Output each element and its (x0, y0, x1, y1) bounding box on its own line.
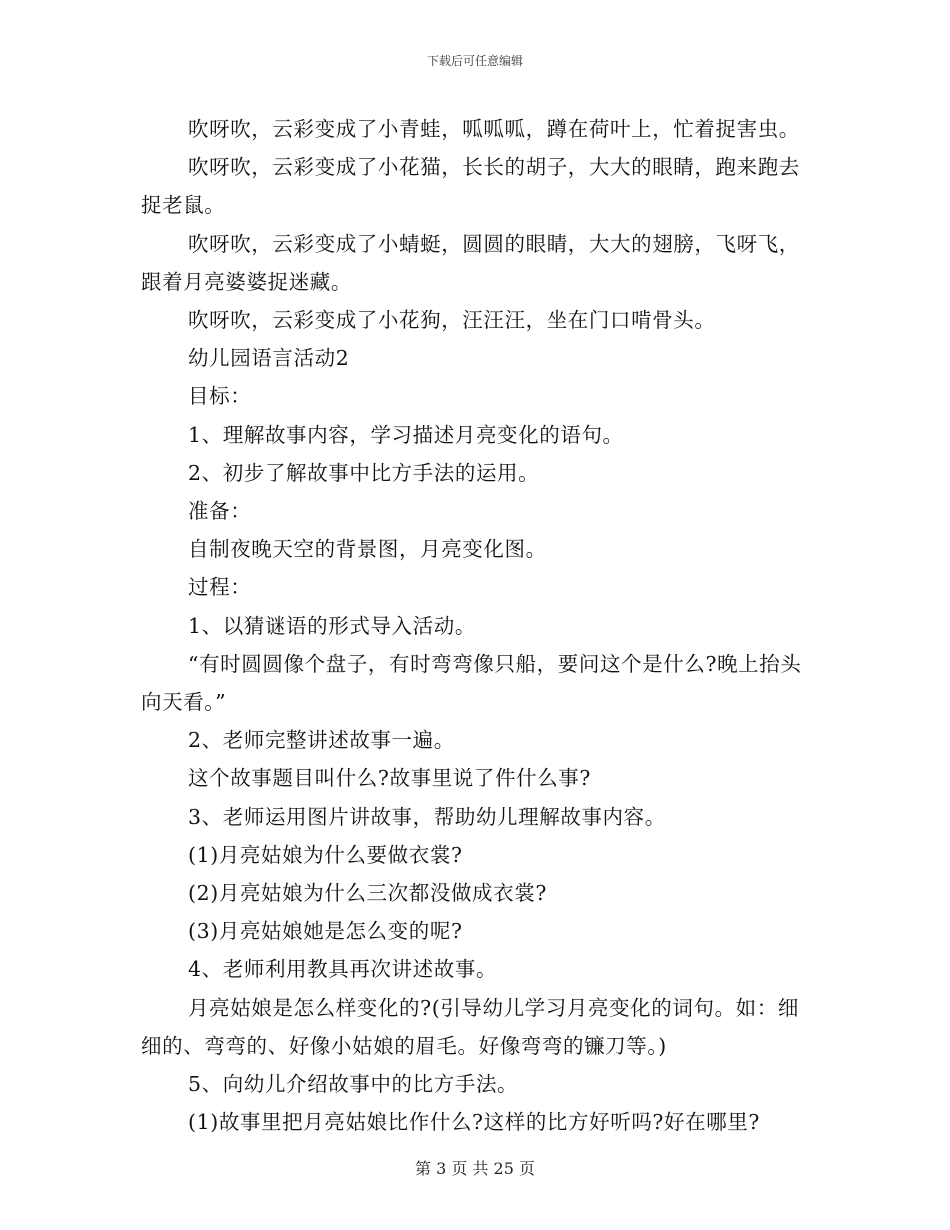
page-header: 下载后可任意编辑 (426, 54, 523, 68)
sub-list-item: (3)月亮姑娘她是怎么变的呢? (188, 919, 463, 944)
sub-list-item: (1)月亮姑娘为什么要做衣裳? (188, 842, 463, 867)
paragraph: 吹呀吹，云彩变成了小青蛙，呱呱呱，蹲在荷叶上，忙着捉害虫。 (188, 117, 800, 141)
list-item: 2、初步了解故事中比方手法的运用。 (188, 460, 540, 485)
paragraph: 这个故事题目叫什么?故事里说了件什么事? (188, 766, 591, 791)
subheading-process: 过程： (188, 575, 252, 600)
subheading-preparation: 准备： (188, 499, 252, 524)
subheading-goals: 目标： (188, 384, 252, 409)
sub-list-item: (2)月亮姑娘为什么三次都没做成衣裳? (188, 881, 547, 906)
paragraph: 自制夜晚天空的背景图，月亮变化图。 (188, 537, 547, 562)
list-item: 4、老师利用教具再次讲述故事。 (188, 957, 498, 982)
page-number: 第 3 页 共 25 页 (415, 1159, 535, 1178)
paragraph: 月亮姑娘是怎么样变化的?(引导幼儿学习月亮变化的词句。如：细细的、弯弯的、好像小姑娘的眉毛。好像弯弯的镰刀等。) (141, 995, 799, 1058)
document-body (141, 110, 811, 1141)
list-item: 2、老师完整讲述故事一遍。 (188, 728, 455, 753)
sub-list-item: (1)故事里把月亮姑娘比作什么?这样的比方好听吗?好在哪里? (188, 1110, 761, 1135)
paragraph: 吹呀吹，云彩变成了小蜻蜓，圆圆的眼睛，大大的翅膀，飞呀飞，跟着月亮婆婆捉迷藏。 (141, 231, 800, 294)
paragraph: 吹呀吹，云彩变成了小花猫，长长的胡子，大大的眼睛，跑来跑去捉老鼠。 (141, 155, 800, 218)
list-item: 5、向幼儿介绍故事中的比方手法。 (188, 1072, 519, 1097)
list-item: 3、老师运用图片讲故事，帮助幼儿理解故事内容。 (188, 804, 666, 829)
section-title: 幼儿园语言活动2 (188, 346, 350, 371)
paragraph: 吹呀吹，云彩变成了小花狗，汪汪汪，坐在门口啃骨头。 (188, 308, 716, 333)
list-item: 1、以猜谜语的形式导入活动。 (188, 613, 476, 638)
riddle-quote: “有时圆圆像个盘子，有时弯弯像只船，要问这个是什么?晚上抬头向天看。” (141, 651, 802, 715)
list-item: 1、理解故事内容，学习描述月亮变化的语句。 (188, 422, 624, 447)
